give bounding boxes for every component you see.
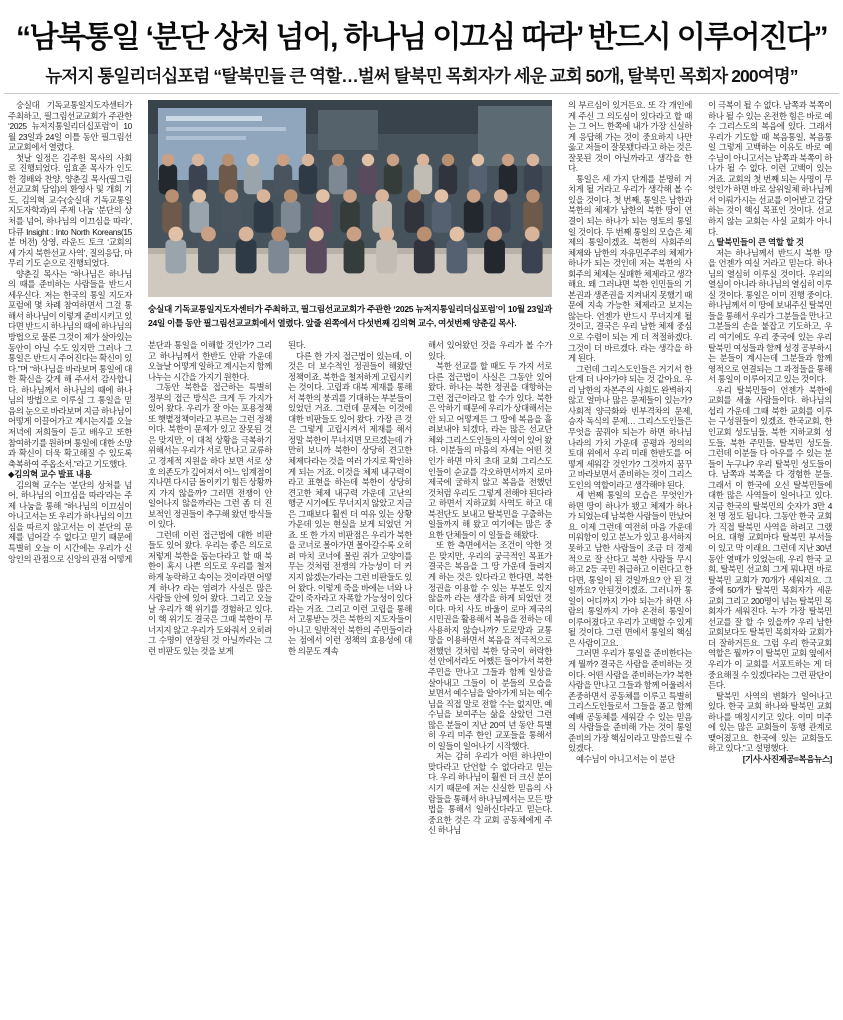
article-paragraph: 탈북민 사역의 변화가 일어나고 있다. 한국 교회 하나와 탈북민 교회 하나를 매칭시키고 있다. 이미 미주에 있는 많은 교회들이 동행 관계로 맺어졌고요. 한국에 있는 교회들도 하고 있다.”고 설명했다.	[708, 690, 832, 754]
article-paragraph: 그런데 그리스도인들은 거기서 한 단계 더 나아가야 되는 것 같아요. 우리 남한의 자본주의 사회도 완벽하지 않고 얼마나 많은 문제들이 있는가? 사회적 양극화와 빈부격차의 문제, 승자 독식의 문제… 그리스도인들은 무엇을 꿈꿔야 되는가 하면 하나님 나라의 가치 가운데 공평과 정의의 토대 위에서 우리 미래 한반도를 어떻게 세워갈 것인가? 그것까지 꿈꾸고 바라보면서 준비하는 것이 그리스도인의 역할이라고 생각해야 된다.	[568, 363, 693, 490]
article-paragraph: 분단과 통일을 이해할 것인가? 그리고 하나님께서 한반도 안팎 가운데 오늘날 어떻게 일하고 계시는지 함께 나누는 시간을 가지기 원한다.	[148, 340, 273, 382]
article-column-4	[428, 340, 552, 1012]
article-paragraph: 그런데 이런 접근법에 대한 비판들도 있어 왔다. 우리는 좋은 의도로 저렇게 북한을 돕는다라고 할 때 북한이 혹시 나쁜 의도로 우리를 철저하게 농락하고 속이는 것이라면 어떻게 하나? 라는 염려가 사실은 많은 사람들 안에 있어 왔다. 그리고 오늘날 우리가 핵 위기를 경험하고 있다. 이 핵 위기도 결국은 그때 북한이 무너지지 않고 우리가 도와줘서 오히려 그 수명이 연장된 것 아닐까라는 그런 비판도 있는 것을 보게	[148, 529, 273, 656]
article-paragraph: 된다.	[288, 340, 306, 350]
article-paragraph: 해서 있어왔던 것을 우리가 볼 수가 있다.	[428, 340, 552, 361]
article-paragraph: 의 부르심이 있거든요. 또 각 개인에게 주신 그 의도심이 있다라고 할 때는 그 어느 한쪽에 내가 가장 신실하게 응답해 가는 것이 중요하지 나만 옳고 저들이 잘못됐다라고 하는 것은 잘못된 것이 아닐까라고 생각을 한다.	[568, 100, 693, 174]
article-column-3	[288, 340, 412, 776]
article-paragraph: 북한 선교를 할 때도 두 가지 서로 다른 접근법이 사실은 그동안 있어 왔다. 하나는 북한 정권을 대항하는 그런 접근이라고 할 수가 있다. 북한은 악하기 때문에 우리가 상대해서는 안 되고 어떻게든 그 땅에 복음을 흘려보내야 되겠다, 라는 많은 선교단체와 그리스도인들의 사역이 있어 왔다. 이분들의 마음의 자세는 어떤 것인가 하면 마치 초대 교회 그리스도인들이 순교를 각오하면서까지 로마 제국에 굴하지 않고 복음을 전했던 것처럼 우리도 그렇게 전해야 된다라고 하면서 지하교회 사역도 하고 대북전단도 보내고 탈북민을 구출하는 일들까지 해 왔고 여기에는 많은 중요한 단체들이 이 일들을 해왔다.	[428, 361, 553, 540]
article-paragraph: 또 한 측면에서는 조건이 악한 것은 맞지만, 우리의 궁극적인 목표가 결국은 복음을 그 땅 가운데 들려지게 하는 것은 있다라고 한다면, 북한 정권을 이용할 수 있는 부분도 있지 않을까 라는 생각을 하게 되었던 것이다. 마치 사도 바울이 로마 제국의 시민권을 활용해서 복음을 전하는 데 사용하지 않습니까? 도로망과 교통망을 이용하면서 복음을 적극적으로 전했던 것처럼 북한 당국이 허락한 선 안에서라도 어쨌든 들어가서 북한 주민을 만나고 그들과 함께 일상을 살아내고 그들이 이 분들의 모습을 보면서 예수님을 알아가게 되는 예수님을 직접 말로 전할 수는 없지만, 예수님을 보여주는 삶을 살았던 그런 많은 분들이 지난 20여 년 동안 특별히 우리 미주 한인 교포들을 통해서 이 일들이 일어나기 시작했다.	[428, 540, 553, 751]
article-paragraph: 그러면 우리가 통일을 준비한다는 게 뭘까? 결국은 사람을 준비하는 것이다. 어떤 사람을 준비하는가? 북한 사람을 만나고 그들과 함께 어울려서 존중하면서 공동체를 이루고 특별히 그리스도인들로서 그들을 품고 함께 예배 공동체를 세워갈 수 있는 믿음의 사람들을 준비해 가는 것이 통일 준비의 가장 핵심이라고 말씀드릴 수 있겠다.	[568, 648, 693, 754]
article-paragraph: 첫날 일정은 김주헌 목사의 사회로 진행되었다. 임효준 목사가 인도한 경배와 찬양, 양춘길 목사(필그림선교교회 담임)의 환영사 및 개회 기도, 김의혁 교수(숭실대 기독교통일지도자학과)의 주제 나눔 ‘분단의 상처를 넘어, 하나님의 이끄심을 따라’, 다큐 Insight : Into North Koreans(15분 버전) 상영, 라운드 토크 ‘교회의 세 가지 북한선교 사역’, 질의응답, 마무리 기도 순으로 진행되었다.	[8, 152, 132, 269]
section-heading: △ 탈북민들이 큰 역할 할 것	[708, 237, 804, 248]
article-subheadline: 뉴저지 통일리더십포럼 “탈북민들 큰 역할…벌써 탈북민 목회자가 세운 교회 50개, 탈북민 목회자 200여명”	[45, 66, 798, 86]
group-photo-image	[148, 100, 552, 297]
section-heading: ◆김의혁 교수 발표 내용	[8, 469, 92, 480]
group-photo	[148, 100, 552, 328]
article-column-5	[568, 100, 692, 1012]
article-column-2	[148, 340, 272, 776]
photo-caption: 숭실대 기독교통일지도자센터가 주최하고, 필그림선교교회가 주관한 ‘2025 뉴저지통일리더십포럼’이 10월 23일과 24일 이틀 동안 필그림선교교회에서 열렸다. 앞줄 왼쪽에서 다섯번째 김의혁 교수, 여섯번째 양춘길 목사.	[148, 304, 552, 328]
article-paragraph: 세 번째 통일의 모습은 무엇인가 하면 땅이 하나가 됐고 체제가 하나가 되었는데 남북한 사람들이 만났어요. 이제 그런데 여전히 마음 가운데 미워함이 있고 분노가 있고 용서하지 못하고 남한 사람들이 조금 더 경제적으로 잘 산다고 북한 사람들 무시하고 2등 국민 취급하고 이런다고 한다면, 통일이 된 것일까요? 안 된 것일까요? 안된것이겠죠. 그러니까 통일이 어디까지 가야 되는가 하면 사람의 통일까지 가야 온전히 통일이 이루어졌다고 우리가 고백할 수 있게 될 것이다. 그런 면에서 통일의 핵심은 사람이고요.	[568, 490, 693, 648]
article-paragraph: 저는 하나님께서 반드시 북한 땅을 언젠가 여실 거라고 믿는다. 하나님의 열심히 이루실 것이다. 우리의 열심이 아니라 하나님의 열심히 이루실 것이다. 통일은 이미 진행 중이다. 하나님께서 이 땅에 보내주신 탈북민들을 통해서 우리가 그분들을 만나고 그분들의 손을 붙잡고 기도하고, 우리 여기에도 우리 중국에 있는 우리 탈북민 여성들과 함께 성경 공부하시는 분들이 계시는데 그분들과 함께 영적으로 연결되는 그 과정들을 통해서 통일이 이루어지고 있는 것이다.	[708, 247, 833, 385]
article-paragraph: 양춘길 목사는 “하나님은 하나님의 때를 준비하는 사람들을 반드시 세우신다. 저는 한국의 통일 지도자 포럼에 몇 차례 참여하면서 그걸 통해서 하나님이 이렇게 준비시키고 있다면 반드시 하나님의 때에 하나님의 방법으로 물론 그것이 제가 살아있는 동안이 아닐 수도 있지만 그러나 그 통일은 반드시 주어진다는 확신이 있다.”며 “하나님을 바라보며 통일에 대한 확신을 갖게 해 주셔서 감사합니다. 하나님께서 하나님의 때에 하나님의 방법으로 이루실 그 통일을 믿음의 눈으로 바라보며 지금 하나님이 어떻게 이끌어가고 계시는지를 오늘 저녁에 저희들이 듣고 배우고 또한 참여하기를 원하며 통일에 대한 소망과 확신이 더욱 확고해질 수 있도록 축복하여 주옵소서.”라고 기도했다.	[8, 268, 133, 469]
article-headline: “남북통일 ‘분단 상처 넘어, 하나님 이끄심 따라’ 반드시 이루어진다”	[15, 21, 828, 54]
article-column-6	[708, 100, 832, 1012]
article-paragraph: 우리 탈북민들이 언젠가 북한에 교회를 세울 사람들이다. 하나님의 섭리 가운데 그때 북한 교회를 이루는 구성원들이 있겠죠. 한국교회, 한인교회 성도님들, 북한 지하교회 성도들, 북한 주민들, 탈북민 성도들. 그런데 이분들 다 아우를 수 있는 분들이 누구냐? 우리 탈북민 성도들이다. 남쪽과 북쪽을 다 경험한 분들. 그래서 이 한국에 오신 탈북민들에 대한 많은 사역들이 일어나고 있다. 지금 한국의 탈북민의 숫자가 3만 4천 명 정도 됩니다. 그동안 한국 교회가 직접 탈북민 사역을 하려고 그랬어요. 대형 교회마다 탈북민 부서들이 있고 막 이래요. 그런데 지난 30년 동안 열매가 있었는데, 우리 한국 교회, 탈북민 선교회 그게 뭐냐면 바로 탈북민 교회가 70개가 세워져요. 그중에 50개가 탈북민 목회자가 세운 교회 그리고 200명이 넘는 탈북민 목회자가 세워진다. 누가 가장 탈북민 선교를 잘 할 수 있을까? 우리 남한 교회보다도 탈북민 목회자와 교회가 더 잘하거든요. 그럼 우리 한국교회 역할은 뭘까? 이 탈북민 교회 옆에서 우리가 이 교회를 서포트하는 게 더 중요해질 수 있겠다라는 그런 판단이 든다.	[708, 384, 833, 691]
article-paragraph: 그동안 북한을 접근하는 특별히 정부의 접근 방식은 크게 두 가지가 있어 왔다. 우리가 잘 아는 포용정책 또 햇볕정책이라고 부르는 그런 정책이다. 북한이 문제가 있고 잘못된 것은 맞지만, 이 대척 상황을 극복하기 위해서는 우리가 서로 만나고 교류하고 경제적 지원을 하다 보면 서로 상호 의존도가 깊어져서 어느 임계점이 지나면 다시금 돌이키기 힘든 상황까지 가지 않을까? 그러면 전쟁이 안 일어나지 않을까라는 그런 좀 더 진보적인 정권들이 추구해 왔던 방식들이 있다.	[148, 382, 273, 530]
article-paragraph: 통일은 세 가지 단계를 분명히 거치게 될 거라고 우리가 생각해 볼 수 있을 것이다. 첫 번째, 통일은 남한과 북한의 체제가 남한의 북한 땅이 연결이 되는 하나가 되는 영토의 통일일 것이다. 두 번째 통일의 모습은 체제의 통일이겠죠. 북한의 사회주의 체제와 남한의 자유민주주의 체제가 하나가 되는 것인데 저는 북한의 사회주의 체제는 실패한 체제라고 생각해요. 왜 그러냐면 북한 인민들의 기본권과 생존권을 지켜내지 못했기 때문에 지속 가능한 체제라고 보지는 않는다. 언젠가 반드시 무너지게 될 것이고, 결국은 우리 남한 체제 중심으로 수렴이 되는 게 더 적절하겠다. 그것이 더 바르겠다. 라는 생각을 하게 된다.	[568, 173, 693, 364]
article-credit: [기사·사진제공=복음뉴스]	[742, 753, 832, 764]
article-paragraph: 이 극복이 될 수 없다. 남쪽과 북쪽이 하나 될 수 있는 온전한 힘은 바로 예수 그리스도의 복음에 있다. 그래서 우리가 기도할 때 복음통일, 복음통일 그렇게 고백하는 이유도 바로 예수님이 아니고서는 남쪽과 북쪽이 하나가 될 수 없다. 이런 고백이 있는 거죠. 교회의 첫 번째 되는 사명이 무엇인가 하면 바로 삼위일체 하나님께서 이뤄가시는 선교를 이어받고 감당하는 것이 핵심 목표인 것이다. 선교하지 않는 교회는 사실 교회가 아니다.	[708, 100, 833, 237]
article-paragraph: 예수님이 아니고서는 이 분단	[576, 753, 675, 764]
article-paragraph: 숭실대 기독교통일지도자센터가 주최하고, 필그림선교교회가 주관한 ‘2025 뉴저지통일리더십포럼’이 10월 23일과 24일 이틀 동안 필그림선교교회에서 열렸다.	[8, 100, 132, 153]
article-paragraph: 저는 감히 우리가 어떤 하나만이 맞다라고 단언할 수 없다라고 믿는다. 우리 하나님이 훨씬 더 크신 분이시기 때문에 저는 신실한 믿음의 사람들을 통해서 하나님께서는 모든 방법을 통해서 일하신다라고 믿는다. 중요한 것은 각 교회 공동체에게 주신 하나님	[428, 751, 553, 836]
header-divider	[4, 93, 839, 94]
article-paragraph: 김의혁 교수는 ‘분단의 상처를 넘어, 하나님의 이끄심을 따라’라는 주제 나눔을 통해 “하나님의 이끄심이 아니고서는 또 우리가 하나님의 이끄심을 따르지 않고서는 이 분단의 문제를 넘어갈 수 없다고 믿기 때문에 특별히 오늘 이 시간에는 우리가 신앙인의 관점으로 신앙의 관점 어떻게	[8, 479, 133, 564]
article-paragraph: 다른 한 가지 접근법이 있는데, 이것은 더 보수적인 정권들이 해왔던 정책이죠. 북한을 철저하게 고립시키는 것이다. 고립과 대북 제재를 통해서 북한의 붕괴를 기대하는 부분들이 있었던 거죠. 그런데 문제는 이것에 대한 비판들도 있어 왔다. 가장 큰 것은 그렇게 고립시켜서 제재를 해서 정말 북한이 무너지면 모르겠는데 가만히 보니까 북한이 상당히 견고한 체제다라는 것을 여러 가지로 확인하게 되는 거죠. 이것을 체제 내구력이라고 표현을 하는데 북한이 상당히 견고한 체제 내구력 가운데 고난의 행군 시기에도 무너지지 않았고 지금은 그때보다 훨씬 더 여유 있는 상황 가운데 있는 현실을 보게 되었던 거죠. 또 한 가지 비판점은 우리가 북한을 코너로 몰아가면 몰아갈수록 오히려 마치 코너에 몰린 쥐가 고양이를 무는 것처럼 전쟁의 가능성이 더 커지지 않겠는가라는 그런 비판들도 있어 왔다. 이렇게 죽을 바에는 너와 나 같이 죽자라고 자폭할 가능성이 있다라는 거죠. 그리고 이런 고립을 통해서 고통받는 것은 북한의 지도자들이 아니고 일반적인 북한의 주민들이라는 점에서 이런 정책의 효용성에 대한 의문도 계속	[288, 350, 413, 656]
article-column-1	[8, 100, 132, 774]
